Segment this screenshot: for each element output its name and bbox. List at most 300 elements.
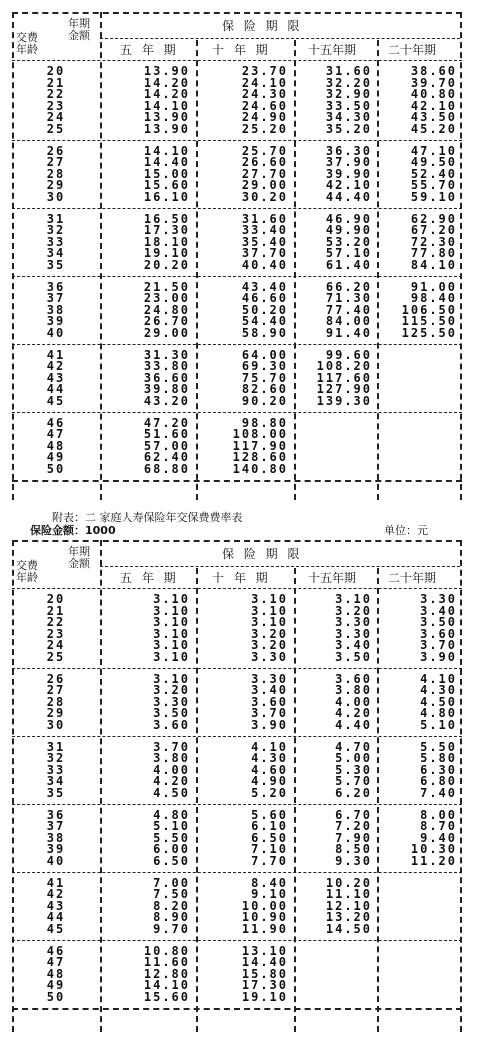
period-divider-2 (294, 40, 296, 500)
rate-column-group (104, 66, 190, 136)
rate-cell (381, 969, 457, 981)
table-top-border (12, 540, 462, 542)
rate-cell: 3.40 (420, 603, 457, 618)
rate-cell: 31.30 (143, 347, 190, 362)
age-column-group (16, 875, 96, 936)
rate-cell: 3.10 (153, 626, 190, 641)
rate-cell: 7.50 (153, 887, 190, 902)
age-cell: 48 (46, 966, 66, 981)
rate-cell: 3.10 (251, 615, 288, 630)
age-cell: 35 (46, 257, 66, 272)
period-divider-2 (294, 568, 296, 1032)
rate-cell: 46.90 (325, 211, 372, 226)
rate-column-group (381, 350, 457, 408)
age-cell: 38 (46, 302, 66, 317)
rate-cell: 3.60 (153, 717, 190, 732)
rate-cell: 49.50 (410, 155, 457, 170)
rate-cell: 6.00 (153, 842, 190, 857)
rate-cell (381, 912, 457, 924)
rate-cell: 3.70 (153, 739, 190, 754)
rate-cell (298, 946, 372, 958)
rate-cell (381, 980, 457, 992)
rate-column-group (104, 739, 190, 800)
rate-cell: 20.20 (143, 257, 190, 272)
rate-cell: 24.80 (143, 302, 190, 317)
rate-cell: 140.80 (232, 461, 288, 476)
table2-title: 附表：二 家庭人寿保险年交保费费率表 (52, 511, 243, 524)
rate-cell: 7.40 (420, 785, 457, 800)
rate-cell: 71.30 (325, 291, 372, 306)
corner-amount-label: 金额 (68, 557, 90, 570)
rate-column-group (298, 418, 372, 476)
rate-cell: 4.70 (335, 739, 372, 754)
rate-cell: 58.90 (241, 325, 288, 340)
rate-cell: 24.10 (241, 75, 288, 90)
rate-cell: 4.90 (251, 774, 288, 789)
age-cell: 30 (46, 717, 66, 732)
rate-column-group (298, 211, 372, 272)
rate-column-group (104, 875, 190, 936)
age-cell: 40 (46, 853, 66, 868)
rate-cell: 10.20 (325, 875, 372, 890)
age-cell: 31 (46, 739, 66, 754)
rate-cell: 9.40 (420, 830, 457, 845)
rate-cell: 4.50 (420, 694, 457, 709)
rate-cell: 49.90 (325, 223, 372, 238)
age-cell: 34 (46, 246, 66, 261)
age-cell: 34 (46, 774, 66, 789)
rate-column-group (200, 211, 288, 272)
rate-cell: 3.10 (251, 592, 288, 606)
rate-cell: 82.60 (241, 382, 288, 397)
rate-cell: 11.90 (241, 921, 288, 936)
age-cell: 31 (46, 211, 66, 226)
rate-cell: 47.10 (410, 143, 457, 158)
rate-cell: 10.90 (241, 910, 288, 925)
rate-cell: 36.60 (143, 370, 190, 385)
rate-cell: 4.40 (335, 717, 372, 732)
rate-column-group (381, 418, 457, 476)
rate-cell: 3.90 (420, 649, 457, 664)
rate-cell: 59.10 (410, 189, 457, 204)
age-cell: 37 (46, 819, 66, 834)
rate-cell: 31.60 (241, 211, 288, 226)
rate-cell: 36.30 (325, 143, 372, 158)
rate-cell: 3.90 (251, 717, 288, 732)
header-bottom-rule (12, 588, 462, 589)
rate-cell (381, 452, 457, 464)
rate-cell: 15.80 (241, 966, 288, 981)
rate-cell: 10.80 (143, 943, 190, 958)
age-cell: 20 (46, 64, 66, 78)
rate-column-group (200, 671, 288, 732)
age-cell: 38 (46, 830, 66, 845)
age-column-group (16, 943, 96, 1004)
group-separator (12, 276, 462, 277)
rate-cell (381, 946, 457, 958)
rate-cell: 13.90 (143, 110, 190, 125)
rate-cell: 3.10 (153, 671, 190, 686)
rate-cell: 3.20 (153, 683, 190, 698)
age-cell: 32 (46, 223, 66, 238)
rate-cell: 32.90 (325, 87, 372, 102)
rate-cell: 24.90 (241, 110, 288, 125)
rate-column-group (200, 279, 288, 340)
age-cell: 27 (46, 155, 66, 170)
rate-cell: 106.50 (401, 302, 457, 317)
rate-cell (381, 418, 457, 430)
rate-cell: 3.20 (251, 638, 288, 653)
rate-cell: 37.90 (325, 155, 372, 170)
rate-column-group (298, 946, 372, 1004)
age-cell: 28 (46, 694, 66, 709)
rate-column-group (298, 594, 372, 664)
rate-cell: 3.10 (153, 615, 190, 630)
rate-cell: 17.30 (241, 978, 288, 993)
group-separator (12, 872, 462, 873)
rate-cell (381, 889, 457, 901)
rate-cell (381, 901, 457, 913)
rate-cell: 117.60 (316, 370, 372, 385)
age-cell: 43 (46, 370, 66, 385)
rate-cell: 7.10 (251, 842, 288, 857)
rate-cell: 3.30 (251, 671, 288, 686)
rate-cell: 6.50 (251, 830, 288, 845)
rate-cell: 29.00 (143, 325, 190, 340)
age-column-group (16, 66, 96, 136)
rate-cell: 128.60 (232, 450, 288, 465)
rate-cell: 8.90 (153, 910, 190, 925)
rate-column-group (104, 347, 190, 408)
table-left-border (12, 12, 14, 500)
table-left-border (12, 540, 14, 1032)
rate-cell: 39.70 (410, 75, 457, 90)
rate-cell: 23.70 (241, 64, 288, 78)
age-cell: 45 (46, 393, 66, 408)
rate-cell: 8.20 (153, 898, 190, 913)
rate-cell: 6.20 (335, 785, 372, 800)
rate-cell: 7.70 (251, 853, 288, 868)
rate-cell: 8.40 (251, 875, 288, 890)
rate-cell (298, 441, 372, 453)
rate-cell (298, 429, 372, 441)
rate-cell: 33.80 (143, 359, 190, 374)
rate-cell: 12.80 (143, 966, 190, 981)
rate-cell: 3.60 (420, 626, 457, 641)
age-column-group (16, 671, 96, 732)
rate-cell: 5.50 (420, 739, 457, 754)
rate-cell: 42.10 (325, 178, 372, 193)
rate-cell: 69.30 (241, 359, 288, 374)
rate-cell: 24.30 (241, 87, 288, 102)
rate-cell (381, 924, 457, 936)
rate-cell: 14.20 (143, 87, 190, 102)
rate-cell: 77.40 (325, 302, 372, 317)
rate-cell: 64.00 (241, 347, 288, 362)
rate-column-group (104, 415, 190, 476)
rate-cell (381, 441, 457, 453)
rate-cell: 9.10 (251, 887, 288, 902)
rate-cell: 33.40 (241, 223, 288, 238)
rate-column-group (200, 594, 288, 664)
rate-cell: 10.30 (410, 842, 457, 857)
header-bottom-rule (12, 60, 462, 61)
period-header-5yr: 五 年 期 (120, 43, 179, 57)
rate-column-group (200, 807, 288, 868)
rate-cell: 16.10 (143, 189, 190, 204)
rate-cell: 33.50 (325, 98, 372, 113)
rate-cell: 3.30 (335, 615, 372, 630)
rate-cell: 21.50 (143, 279, 190, 294)
rate-cell: 9.30 (335, 853, 372, 868)
rate-cell: 13.90 (143, 121, 190, 136)
rate-cell: 31.60 (325, 64, 372, 78)
age-cell: 41 (46, 875, 66, 890)
rate-cell (298, 452, 372, 464)
rate-cell: 12.10 (325, 898, 372, 913)
rate-cell: 7.90 (335, 830, 372, 845)
rate-cell (381, 350, 457, 362)
premium-table-1 (12, 12, 462, 500)
age-cell: 44 (46, 382, 66, 397)
period-divider-3 (377, 40, 379, 500)
rate-cell: 15.60 (143, 989, 190, 1004)
rate-cell: 5.10 (153, 819, 190, 834)
age-cell: 24 (46, 110, 66, 125)
rate-cell: 108.20 (316, 359, 372, 374)
rate-cell: 99.60 (325, 347, 372, 362)
rate-column-group (104, 279, 190, 340)
rate-cell: 90.20 (241, 393, 288, 408)
rate-cell (381, 373, 457, 385)
rate-cell: 4.80 (420, 706, 457, 721)
rate-cell: 14.40 (241, 955, 288, 970)
group-separator (12, 804, 462, 805)
rate-cell: 6.30 (420, 762, 457, 777)
insurance-period-title: 保 险 期 限 (222, 19, 303, 33)
group-separator (12, 668, 462, 669)
rate-cell: 3.60 (335, 671, 372, 686)
rate-cell: 62.40 (143, 450, 190, 465)
rate-cell: 40.80 (410, 87, 457, 102)
age-column-group (16, 347, 96, 408)
rate-cell: 139.30 (316, 393, 372, 408)
rate-cell: 35.20 (325, 121, 372, 136)
rate-column-group (298, 143, 372, 204)
rate-cell: 6.10 (251, 819, 288, 834)
rate-cell (381, 878, 457, 890)
rate-column-group (298, 807, 372, 868)
rate-cell: 62.90 (410, 211, 457, 226)
rate-cell: 15.00 (143, 166, 190, 181)
age-cell: 48 (46, 438, 66, 453)
rate-cell: 42.10 (410, 98, 457, 113)
rate-cell: 14.10 (143, 978, 190, 993)
period-divider-1 (196, 568, 198, 1032)
rate-cell: 4.20 (153, 774, 190, 789)
rate-column-group (298, 739, 372, 800)
rate-cell: 3.60 (251, 694, 288, 709)
rate-cell: 67.20 (410, 223, 457, 238)
table-bottom-border (12, 1008, 462, 1010)
rate-cell: 4.80 (153, 807, 190, 822)
age-column-group (16, 279, 96, 340)
rate-cell (381, 396, 457, 408)
age-cell: 24 (46, 638, 66, 653)
rate-column-group (200, 347, 288, 408)
rate-cell: 3.20 (251, 626, 288, 641)
rate-cell: 13.90 (143, 64, 190, 78)
period-title-underline (100, 38, 460, 39)
period-header-20yr: 二十年期 (388, 571, 437, 585)
rate-column-group (200, 943, 288, 1004)
rate-cell: 51.60 (143, 427, 190, 442)
rate-cell: 3.80 (335, 683, 372, 698)
rate-cell (381, 429, 457, 441)
rate-cell: 57.00 (143, 438, 190, 453)
rate-cell: 32.20 (325, 75, 372, 90)
period-header-5yr: 五 年 期 (120, 571, 179, 585)
age-cell: 47 (46, 427, 66, 442)
rate-cell: 127.90 (316, 382, 372, 397)
age-cell: 42 (46, 359, 66, 374)
rate-cell: 15.60 (143, 178, 190, 193)
rate-cell: 98.80 (241, 415, 288, 430)
age-cell: 47 (46, 955, 66, 970)
age-column-divider (100, 12, 102, 500)
unit-label: 单位：元 (384, 524, 428, 537)
age-cell: 21 (46, 603, 66, 618)
age-cell: 36 (46, 807, 66, 822)
rate-cell: 6.70 (335, 807, 372, 822)
age-column-group (16, 594, 96, 664)
period-header-15yr: 十五年期 (308, 571, 357, 585)
table-right-border (460, 540, 462, 1032)
rate-cell: 13.10 (241, 943, 288, 958)
rate-cell: 5.30 (335, 762, 372, 777)
rate-column-group (381, 946, 457, 1004)
age-cell: 28 (46, 166, 66, 181)
rate-column-group (381, 143, 457, 204)
rate-cell: 3.30 (420, 592, 457, 606)
corner-amount-label: 金额 (68, 29, 90, 42)
group-separator (12, 940, 462, 941)
rate-cell: 5.80 (420, 751, 457, 766)
rate-cell: 77.80 (410, 246, 457, 261)
rate-cell (381, 384, 457, 396)
table-right-border (460, 12, 462, 500)
rate-cell: 125.50 (401, 325, 457, 340)
rate-cell (381, 992, 457, 1004)
rate-cell: 4.00 (335, 694, 372, 709)
rate-cell: 53.20 (325, 234, 372, 249)
rate-column-group (200, 66, 288, 136)
rate-cell: 3.10 (153, 638, 190, 653)
period-divider-1 (196, 40, 198, 500)
period-header-20yr: 二十年期 (388, 43, 437, 57)
rate-cell: 34.30 (325, 110, 372, 125)
rate-cell: 43.50 (410, 110, 457, 125)
rate-cell: 3.50 (153, 706, 190, 721)
rate-cell: 3.10 (251, 603, 288, 618)
group-separator (12, 208, 462, 209)
corner-term-label: 年期 (68, 545, 90, 558)
age-column-group (16, 739, 96, 800)
rate-column-group (298, 671, 372, 732)
rate-cell: 26.70 (143, 314, 190, 329)
rate-cell: 38.60 (410, 64, 457, 78)
age-cell: 23 (46, 98, 66, 113)
rate-column-group (200, 415, 288, 476)
rate-cell (381, 361, 457, 373)
rate-cell: 29.00 (241, 178, 288, 193)
age-cell: 37 (46, 291, 66, 306)
period-header-10yr: 十 年 期 (212, 571, 271, 585)
period-title-underline (100, 566, 460, 567)
age-cell: 26 (46, 143, 66, 158)
rate-cell: 4.30 (251, 751, 288, 766)
age-cell: 25 (46, 649, 66, 664)
age-column-group (16, 211, 96, 272)
rate-cell: 3.10 (153, 592, 190, 606)
rate-cell: 11.60 (143, 955, 190, 970)
rate-cell (381, 464, 457, 476)
rate-column-group (104, 807, 190, 868)
rate-cell: 4.10 (251, 739, 288, 754)
group-separator (12, 736, 462, 737)
rate-cell: 24.60 (241, 98, 288, 113)
rate-cell: 6.80 (420, 774, 457, 789)
rate-cell: 3.30 (153, 694, 190, 709)
rate-cell: 23.00 (143, 291, 190, 306)
rate-cell: 55.70 (410, 178, 457, 193)
rate-cell: 4.10 (420, 671, 457, 686)
rate-cell: 39.80 (143, 382, 190, 397)
age-cell: 27 (46, 683, 66, 698)
rate-cell: 3.40 (335, 638, 372, 653)
rate-column-group (381, 807, 457, 868)
rate-cell: 9.70 (153, 921, 190, 936)
premium-table-2 (12, 540, 462, 1032)
age-column-group (16, 807, 96, 868)
age-cell: 41 (46, 347, 66, 362)
rate-cell: 39.90 (325, 166, 372, 181)
age-cell: 32 (46, 751, 66, 766)
rate-cell: 14.40 (143, 155, 190, 170)
rate-cell: 44.40 (325, 189, 372, 204)
rate-column-group (200, 875, 288, 936)
age-cell: 39 (46, 842, 66, 857)
rate-cell: 5.00 (335, 751, 372, 766)
rate-cell (381, 957, 457, 969)
rate-cell (298, 980, 372, 992)
rate-cell: 115.50 (401, 314, 457, 329)
age-cell: 39 (46, 314, 66, 329)
rate-cell: 5.70 (335, 774, 372, 789)
rate-column-group (298, 347, 372, 408)
rate-cell (298, 969, 372, 981)
rate-cell: 117.90 (232, 438, 288, 453)
rate-cell: 35.40 (241, 234, 288, 249)
rate-cell: 30.20 (241, 189, 288, 204)
rate-column-group (104, 594, 190, 664)
rate-cell: 8.50 (335, 842, 372, 857)
age-cell: 46 (46, 415, 66, 430)
age-cell: 22 (46, 615, 66, 630)
age-cell: 21 (46, 75, 66, 90)
rate-column-group (381, 594, 457, 664)
rate-cell: 4.60 (251, 762, 288, 777)
